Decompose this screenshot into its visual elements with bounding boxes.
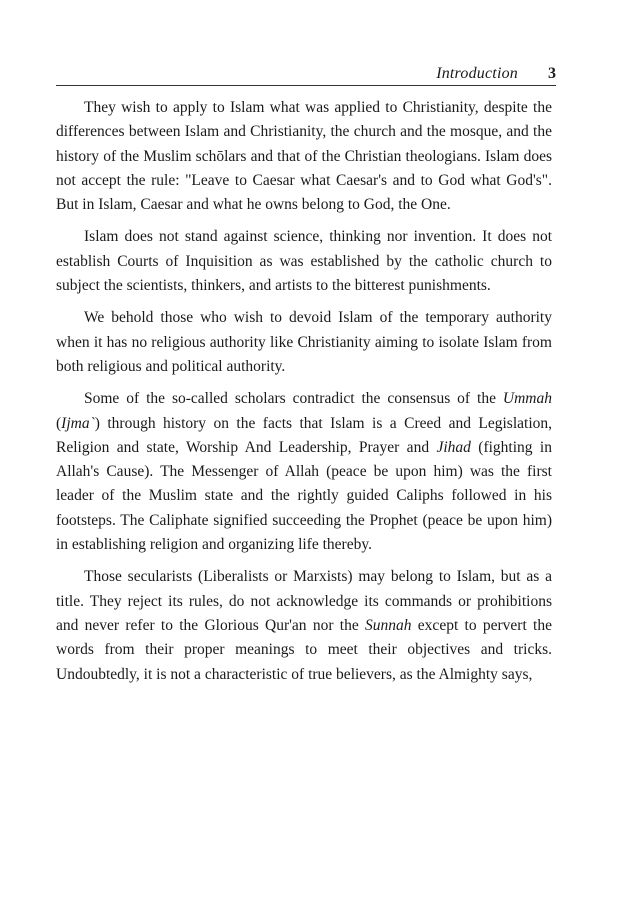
paragraph	[56, 225, 552, 298]
italic-term: Sunnah	[365, 616, 412, 634]
body-text	[56, 96, 552, 695]
italic-term: Ummah	[502, 390, 552, 408]
text-span: Islam does not stand against science, thinking nor invention. It does not establish Courts of Inquisition as was established by the catholic church to subject the scientists, thinkers, and artists to the bitterest punishments.	[56, 228, 552, 295]
page-header	[56, 58, 556, 86]
paragraph	[56, 565, 552, 686]
page-number: 3	[548, 65, 556, 82]
paragraph	[56, 387, 552, 557]
italic-term: Jihad	[436, 438, 471, 456]
paragraph	[56, 96, 552, 217]
paragraph	[56, 306, 552, 379]
text-span: Those secularists (Liberalists or Marxists) may belong to Islam, but as a title. They reject its rules, do not acknowledge its commands or prohibitions and never refer to the Glorious Qur'an nor the	[56, 568, 552, 634]
text-span: We behold those who wish to devoid Islam of the temporary authority when it has no religious authority like Christianity aiming to isolate Islam from both religious and political authority.	[56, 309, 552, 375]
running-title: Introduction	[436, 65, 518, 82]
text-span: ) through history on the facts that Islam is a Creed and Legislation, Religion and state, Worship And Leadership, Prayer and	[56, 414, 552, 456]
text-span: They wish to apply to Islam what was applied to Christianity, despite the differences between Islam and Christianity, the church and the mosque, and the history of the Muslim schōlars and that of the Christian theologians. Islam does not accept the rule: "Leave to Caesar what Caesar's and to God what God's". But in Islam, Caesar and what he owns belong to God, the One.	[56, 99, 552, 214]
text-span: except to pervert the words from their proper meanings to meet their objectives and tricks. Undoubtedly, it is not a characteristic of true believers, as the Almighty says,	[56, 616, 552, 683]
text-span: (	[56, 414, 62, 432]
italic-term: Ijma`	[61, 414, 95, 432]
text-span: Some of the so-called scholars contradict the consensus of the	[84, 390, 503, 408]
text-span: (fighting in Allah's Cause). The Messenger of Allah (peace be upon him) was the first leader of the Muslim state and the rightly guided Caliphs followed in his footsteps. The Caliphate signified succeeding the Prophet (peace be upon him) in establishing religion and organizing life thereby.	[56, 438, 552, 554]
